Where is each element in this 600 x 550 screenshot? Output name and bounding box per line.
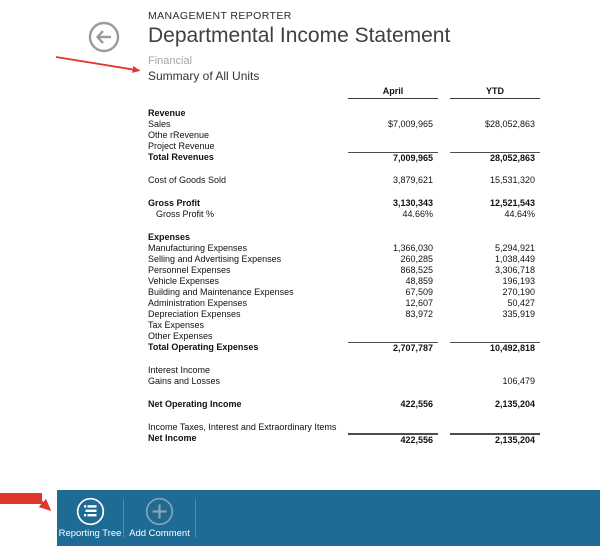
report-header — [148, 10, 450, 83]
toolbar-divider — [195, 499, 196, 538]
cell-ytd — [450, 331, 540, 342]
row-label: Administration Expenses — [148, 298, 248, 308]
table-row — [148, 163, 540, 175]
row-label: Othe rRevenue — [148, 130, 210, 140]
cell-april: 868,525 — [400, 265, 433, 275]
row-label: Personnel Expenses — [148, 265, 231, 275]
cell-ytd — [450, 108, 540, 119]
reporting-tree-label: Reporting Tree — [58, 528, 122, 539]
cell-ytd: 2,135,204 — [494, 399, 535, 409]
table-row — [148, 320, 540, 331]
cell-april: 83,972 — [405, 309, 433, 319]
page-title: Departmental Income Statement — [148, 24, 451, 47]
add-comment-icon — [145, 497, 174, 526]
table-row — [148, 198, 540, 209]
cell-ytd — [450, 141, 540, 152]
cell-april: 422,556 — [400, 399, 433, 409]
report-rows — [148, 108, 540, 444]
cell-april — [348, 376, 438, 387]
cell-ytd: 3,306,718 — [494, 265, 535, 275]
cell-ytd: 44.64% — [504, 209, 535, 219]
table-row — [148, 309, 540, 320]
income-statement-table — [148, 85, 540, 444]
cell-ytd: 2,135,204 — [450, 433, 540, 446]
table-row — [148, 331, 540, 342]
arrow-to-toolbar — [0, 493, 49, 509]
row-label: Cost of Goods Sold — [148, 175, 227, 185]
table-row — [148, 410, 540, 422]
table-row — [148, 376, 540, 387]
cell-ytd: $28,052,863 — [484, 119, 535, 129]
cell-april — [348, 141, 438, 152]
table-row — [148, 399, 540, 410]
cell-april: 12,607 — [405, 298, 433, 308]
table-row — [148, 265, 540, 276]
row-label: Building and Maintenance Expenses — [148, 287, 294, 297]
table-row — [148, 108, 540, 119]
cell-april — [348, 108, 438, 119]
table-row — [148, 365, 540, 376]
row-label: Other Expenses — [148, 331, 213, 341]
cell-april — [348, 320, 438, 331]
cell-ytd — [450, 130, 540, 141]
cell-april — [348, 331, 438, 342]
cell-ytd: 5,294,921 — [494, 243, 535, 253]
table-row — [148, 141, 540, 152]
cell-ytd: 1,038,449 — [494, 254, 535, 264]
table-row — [148, 119, 540, 130]
column-header-ytd: YTD — [450, 85, 540, 99]
cell-april: 3,130,343 — [392, 198, 433, 208]
cell-april: 7,009,965 — [348, 152, 438, 164]
cell-april: 3,879,621 — [392, 175, 433, 185]
row-label: Project Revenue — [148, 141, 215, 151]
table-row — [148, 130, 540, 141]
report-unit-label: Summary of All Units — [148, 69, 260, 83]
row-label: Gross Profit — [148, 198, 201, 208]
table-row — [148, 232, 540, 243]
cell-ytd: 50,427 — [507, 298, 535, 308]
add-comment-label: Add Comment — [129, 528, 190, 539]
table-row — [148, 298, 540, 309]
table-row — [148, 353, 540, 365]
cell-ytd: 28,052,863 — [450, 152, 540, 164]
cell-ytd: 10,492,818 — [450, 342, 540, 354]
row-label: Revenue — [148, 108, 186, 118]
cell-ytd — [450, 422, 540, 433]
cell-ytd: 15,531,320 — [489, 175, 535, 185]
row-label: Selling and Advertising Expenses — [148, 254, 282, 264]
add-comment-button[interactable] — [124, 490, 195, 546]
cell-april: 260,285 — [400, 254, 433, 264]
row-label: Interest Income — [148, 365, 211, 375]
cell-ytd: 270,190 — [502, 287, 535, 297]
table-row — [148, 209, 540, 220]
cell-april: 1,366,030 — [392, 243, 433, 253]
column-header-april: April — [348, 85, 438, 99]
cell-april: $7,009,965 — [387, 119, 433, 129]
column-header-row — [148, 85, 540, 99]
table-row — [148, 254, 540, 265]
cell-ytd — [450, 232, 540, 243]
table-row — [148, 276, 540, 287]
row-label: Sales — [148, 119, 171, 129]
cell-april: 48,859 — [405, 276, 433, 286]
table-row — [148, 433, 540, 444]
row-label: Total Revenues — [148, 152, 214, 162]
back-button[interactable] — [88, 21, 120, 53]
bottom-toolbar — [57, 490, 600, 546]
cell-ytd — [450, 320, 540, 331]
table-row — [148, 422, 540, 433]
cell-ytd: 106,479 — [502, 376, 535, 386]
cell-april: 44.66% — [402, 209, 433, 219]
cell-april: 422,556 — [348, 433, 438, 446]
table-row — [148, 243, 540, 254]
cell-april: 2,707,787 — [348, 342, 438, 354]
table-row — [148, 175, 540, 186]
row-label: Net Income — [148, 433, 197, 443]
cell-april — [348, 130, 438, 141]
cell-ytd — [450, 365, 540, 376]
row-label: Gains and Losses — [148, 376, 221, 386]
table-row — [148, 152, 540, 163]
row-label: Expenses — [148, 232, 191, 242]
row-label: Gross Profit % — [156, 209, 215, 219]
row-label: Tax Expenses — [148, 320, 205, 330]
cell-april — [348, 232, 438, 243]
row-label: Depreciation Expenses — [148, 309, 241, 319]
row-label: Net Operating Income — [148, 399, 242, 409]
arrow-to-summary — [56, 57, 139, 71]
back-arrow-icon — [88, 21, 120, 53]
table-row — [148, 287, 540, 298]
cell-april — [348, 422, 438, 433]
cell-ytd: 196,193 — [502, 276, 535, 286]
table-row — [148, 342, 540, 353]
row-label: Vehicle Expenses — [148, 276, 220, 286]
table-row — [148, 220, 540, 232]
table-row — [148, 186, 540, 198]
row-label: Manufacturing Expenses — [148, 243, 248, 253]
app-title: MANAGEMENT REPORTER — [148, 10, 292, 22]
row-label: Income Taxes, Interest and Extraordinary Items — [148, 422, 337, 432]
cell-april — [348, 365, 438, 376]
reporting-tree-button[interactable] — [57, 490, 123, 546]
table-row — [148, 387, 540, 399]
report-subtitle: Financial — [148, 55, 193, 67]
cell-april: 67,509 — [405, 287, 433, 297]
cell-ytd: 335,919 — [502, 309, 535, 319]
cell-ytd: 12,521,543 — [489, 198, 535, 208]
row-label: Total Operating Expenses — [148, 342, 259, 352]
column-header-empty — [148, 85, 336, 99]
reporting-tree-icon — [76, 497, 105, 526]
